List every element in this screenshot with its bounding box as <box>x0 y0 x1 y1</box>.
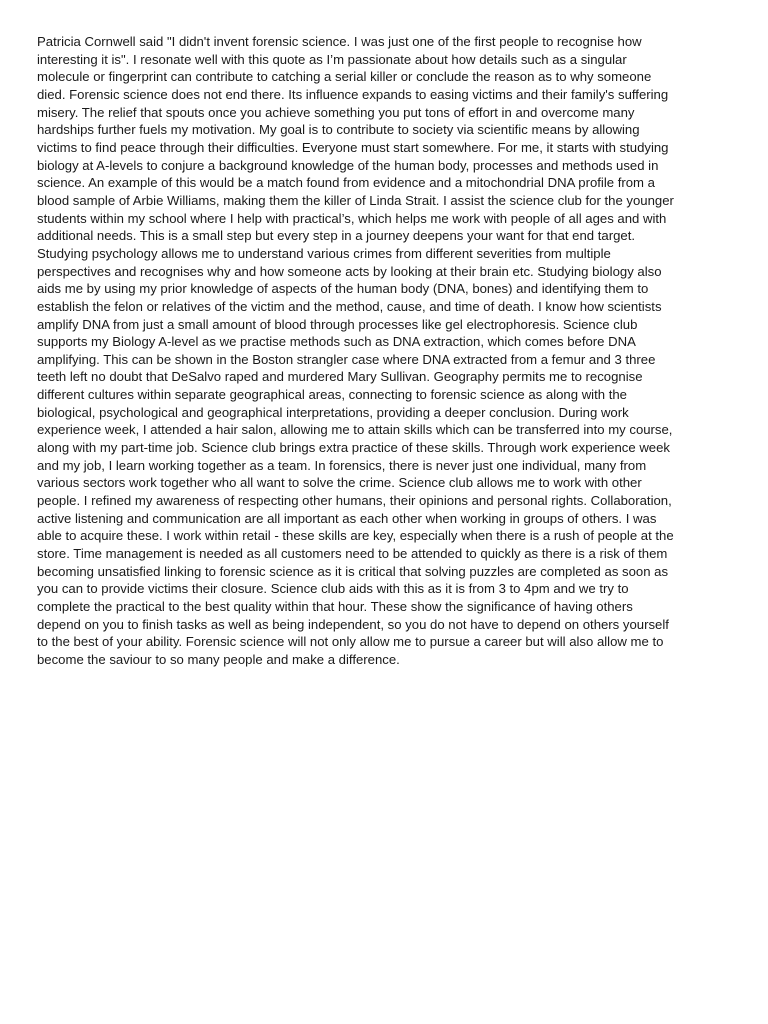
essay-line: along with my part-time job. Science club brings extra practice of these skills. Through work experience week <box>37 440 670 456</box>
essay-line: Studying psychology allows me to understand various crimes from different severities from multiple <box>37 245 611 261</box>
essay-line: science. An example of this would be a match found from evidence and a mitochondrial DNA profile from a <box>37 175 655 191</box>
essay-line: teeth left no doubt that DeSalvo raped and murdered Mary Sullivan. Geography permits me to recognise <box>37 369 643 385</box>
essay-line: amplify DNA from just a small amount of blood through processes like gel electrophoresis. Science club <box>37 316 638 332</box>
essay-line: interesting it is". I resonate well with this quote as I’m passionate about how details such as a singular <box>37 51 627 67</box>
essay-line: people. I refined my awareness of respecting other humans, their opinions and personal rights. Collaboration, <box>37 493 672 509</box>
essay-line: store. Time management is needed as all customers need to be attended to quickly as there is a risk of them <box>37 546 668 562</box>
essay-line: to the best of your ability. Forensic science will not only allow me to pursue a career but will also allow me to <box>37 634 664 650</box>
essay-line: complete the practical to the best quality within that hour. These show the significance of having others <box>37 599 633 614</box>
essay-line: aids me by using my prior knowledge of aspects of the human body (DNA, bones) and identifying them to <box>37 281 649 297</box>
essay-line: students within my school where I help with practical’s, which helps me work with people of all ages and with <box>37 210 667 226</box>
essay-line: perspectives and recognises why and how someone acts by looking at their brain etc. Studying biology also <box>37 263 662 279</box>
essay-line: blood sample of Arbie Williams, making them the killer of Linda Strait. I assist the science club for the younger <box>37 192 674 208</box>
essay-line: amplifying. This can be shown in the Boston strangler case where DNA extracted from a femur and 3 three <box>37 351 656 367</box>
essay-line: victims to find peace through their difficulties. Everyone must start somewhere. For me, it starts with studying <box>37 139 669 155</box>
essay-line: various sectors work together who all want to solve the crime. Science club allows me to work with other <box>37 475 642 491</box>
essay-line: biology at A-levels to conjure a background knowledge of the human body, processes and methods used in <box>37 157 659 173</box>
essay-line: misery. The relief that spouts once you achieve something you put tons of effort in and overcome many <box>37 104 635 120</box>
essay-line: and my job, I learn working together as a team. In forensics, there is never just one individual, many from <box>37 457 647 473</box>
essay-line: different cultures within separate geographical areas, connecting to forensic science as along with the <box>37 387 627 403</box>
essay-line: establish the felon or relatives of the victim and the method, cause, and time of death. I know how scientists <box>37 298 662 314</box>
essay-line: supports my Biology A-level as we practise methods such as DNA extraction, which comes before DNA <box>37 334 636 350</box>
essay-line: hardships further fuels my motivation. My goal is to contribute to society via scientific means by allowing <box>37 122 640 138</box>
essay-line: active listening and communication are all important as each other when working in groups of others. I was <box>37 510 657 526</box>
essay-line: died. Forensic science does not end there. Its influence expands to easing victims and their family's suffering <box>37 86 669 102</box>
essay-line: biological, psychological and geographical interpretations, providing a deeper conclusion. During work <box>37 404 629 420</box>
essay-body-text <box>37 33 731 669</box>
essay-line: additional needs. This is a small step but every step in a journey deepens your want for that end target. <box>37 228 636 244</box>
essay-line: becoming unsatisfied linking to forensic science as it is critical that solving puzzles are completed as soon as <box>37 563 669 579</box>
essay-line: able to acquire these. I work within retail - these skills are key, especially when there is a rush of people at the <box>37 528 674 544</box>
essay-line: become the saviour to so many people and make a difference. <box>37 651 400 667</box>
essay-line: depend on you to finish tasks as well as being independent, so you do not have to depend on others yourself <box>37 616 669 632</box>
essay-line: molecule or fingerprint can contribute to catching a serial killer or conclude the reason as to why someone <box>37 69 652 85</box>
essay-line: experience week, I attended a hair salon, allowing me to attain skills which can be transferred into my course, <box>37 422 673 438</box>
essay-line: Patricia Cornwell said "I didn't invent forensic science. I was just one of the first people to recognise how <box>37 34 642 49</box>
essay-line: you can to provide victims their closure. Science club aids with this as it is from 3 to 4pm and we try to <box>37 581 629 597</box>
